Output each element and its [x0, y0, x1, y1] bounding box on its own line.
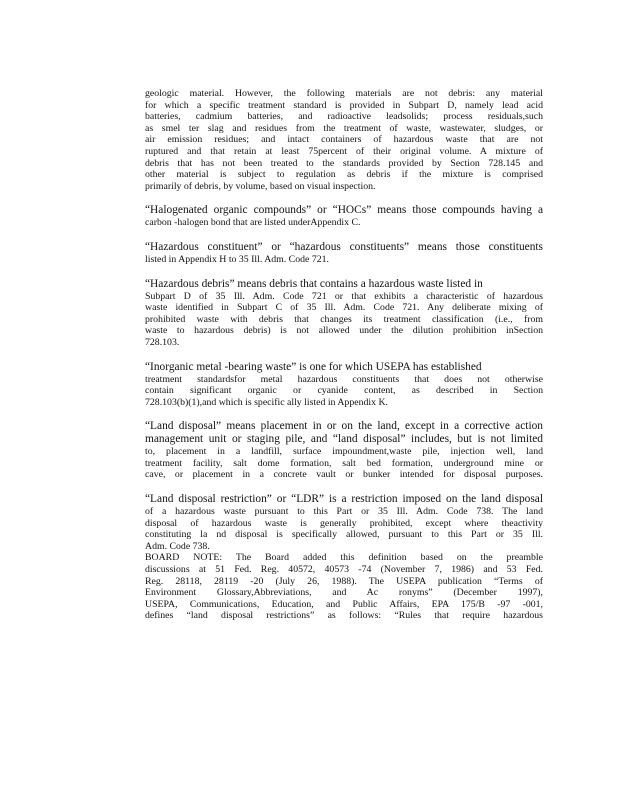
text-line: carbon -halogen bond that are listed underAppendix C. [145, 217, 361, 229]
paragraph-hazardous-constituent [145, 241, 543, 266]
text-line: 728.103(b)(1),and which is specific ally listed in Appendix K. [145, 396, 388, 408]
text-line: disposal of hazardous waste is generally prohibited, except where theactivity [145, 517, 543, 529]
text-line: waste to hazardous debris) is not allowed under the dilution prohibition inSection [145, 325, 543, 337]
text-line: “Hazardous debris” means debris that contains a hazardous waste listed in [145, 277, 483, 290]
text-line: “Hazardous constituent” or “hazardous constituents” means those constituents [145, 240, 543, 253]
text-line: constituting la nd disposal is specifically allowed, pursuant to this Part or 35 Ill. [145, 529, 543, 541]
text-line: management unit or staging pile, and “land disposal” includes, but is not limited [145, 433, 543, 446]
paragraph-land-disposal-restriction [145, 493, 543, 622]
text-line: “Halogenated organic compounds” or “HOCs” means those compounds having a [145, 204, 543, 217]
paragraph-land-disposal [145, 420, 543, 481]
text-line: “Land disposal restriction” or “LDR” is a restriction imposed on the land disposal [145, 493, 543, 506]
text-line: air emission residues; and intact containers of hazardous waste that are not [145, 134, 543, 146]
text-line: listed in Appendix H to 35 Ill. Adm. Code 721. [145, 253, 329, 265]
text-line: waste identified in Subpart C of 35 Ill. Adm. Code 721. Any deliberate mixing of [145, 302, 543, 314]
text-line: USEPA, Communications, Education, and Public Affairs, EPA 175/B -97 -001, [145, 598, 543, 610]
text-line: Reg. 28118, 28119 -20 (July 26, 1988). The USEPA publication “Terms of [145, 575, 543, 587]
text-line: treatment standardsfor metal hazardous constituents that does not otherwise [145, 373, 543, 385]
paragraph-debris-continued [145, 88, 543, 192]
text-line: prohibited waste with debris that changes its treatment classification (i.e., from [145, 313, 543, 325]
text-line: of a hazardous waste pursuant to this Part or 35 Ill. Adm. Code 738. The land [145, 506, 543, 518]
text-line: “Land disposal” means placement in or on the land, except in a corrective action [145, 420, 543, 433]
text-line: other material is subject to regulation as debris if the mixture is comprised [145, 169, 543, 181]
text-line: Subpart D of 35 Ill. Adm. Code 721 or that exhibits a characteristic of hazardous [145, 290, 543, 302]
text-line: as smel ter slag and residues from the treatment of waste, wastewater, sludges, or [145, 122, 543, 134]
text-line: Adm. Code 738. [145, 540, 210, 552]
text-line: contain significant organic or cyanide content, as described in Section [145, 385, 543, 397]
text-line: ruptured and that retain at least 75percent of their original volume. A mixture of [145, 145, 543, 157]
text-line: cave, or placement in a concrete vault or bunker intended for disposal purposes. [145, 469, 543, 481]
text-line: discussions at 51 Fed. Reg. 40572, 40573 -74 (November 7, 1986) and 53 Fed. [145, 564, 543, 576]
text-line: defines “land disposal restrictions” as follows: “Rules that require hazardous [145, 610, 543, 622]
text-line: batteries, cadmium batteries, and radioactive leadsolids; process residuals,such [145, 111, 543, 123]
paragraph-hazardous-debris [145, 278, 543, 349]
text-line: treatment facility, salt dome formation, salt bed formation, underground mine or [145, 457, 543, 469]
text-line: BOARD NOTE: The Board added this definition based on the preamble [145, 552, 543, 564]
text-line: “Inorganic metal -bearing waste” is one for which USEPA has established [145, 360, 482, 373]
paragraph-inorganic-metal-bearing-waste [145, 361, 543, 409]
text-line: 728.103. [145, 336, 180, 348]
text-line: to, placement in a landfill, surface impoundment,waste pile, injection well, land [145, 446, 543, 458]
document-body [145, 88, 543, 634]
text-line: for which a specific treatment standard is provided in Subpart D, namely lead acid [145, 99, 543, 111]
text-line: primarily of debris, by volume, based on visual inspection. [145, 180, 376, 192]
text-line: debris that has not been treated to the standards provided by Section 728.145 and [145, 157, 543, 169]
paragraph-hocs [145, 204, 543, 229]
text-line: Environment Glossary,Abbreviations, and Ac ronyms” (December 1997), [145, 587, 543, 599]
text-line: geologic material. However, the following materials are not debris: any material [145, 88, 543, 99]
